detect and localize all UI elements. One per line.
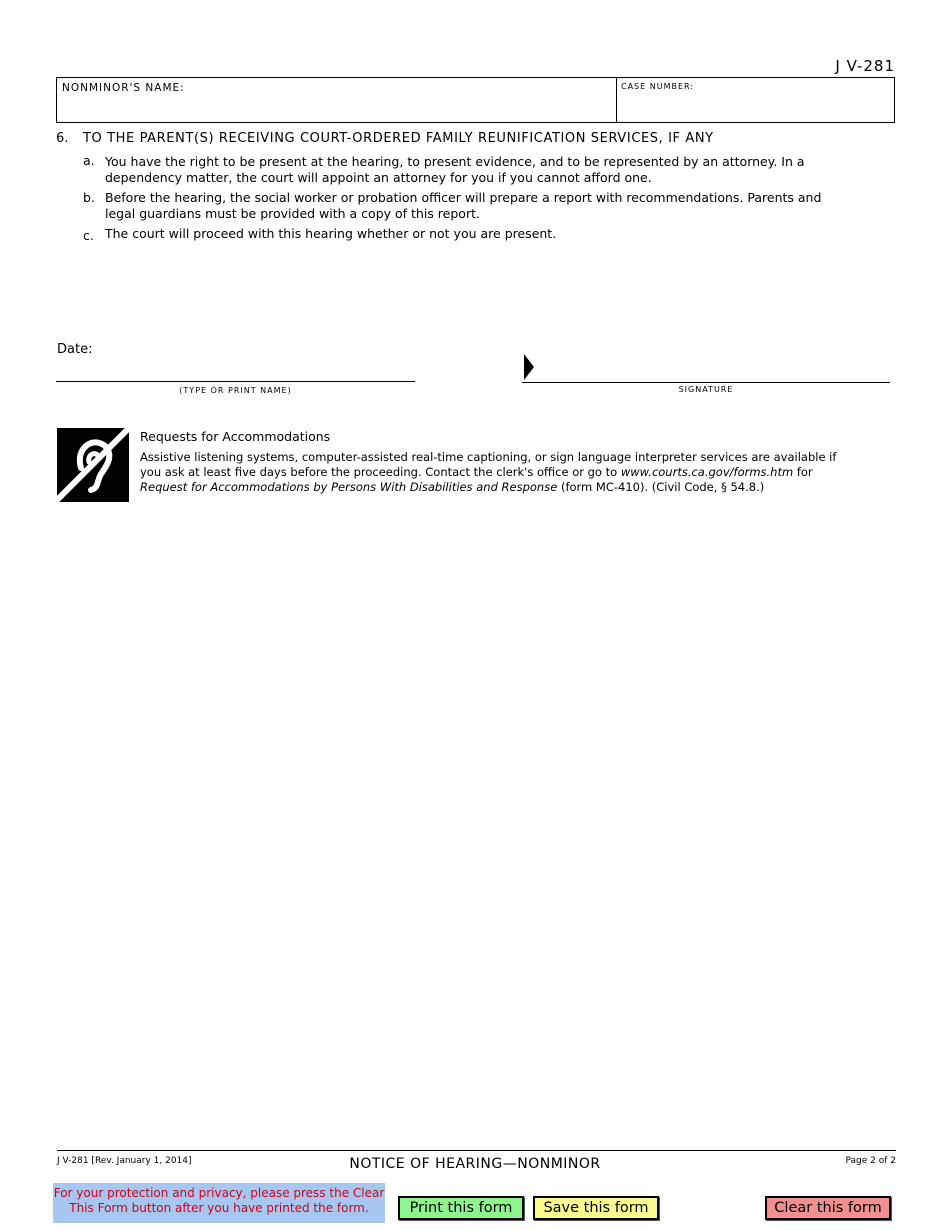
accommodations-form-title: Request for Accommodations by Persons With Disabilities and Response bbox=[140, 480, 558, 494]
nonminor-name-field[interactable] bbox=[62, 98, 611, 120]
item-b-letter: b. bbox=[83, 190, 95, 205]
print-form-button[interactable]: Print this form bbox=[398, 1196, 524, 1220]
signature-caption: SIGNATURE bbox=[678, 385, 734, 394]
item-a-text: You have the right to be present at the hearing, to present evidence, and to be represented by an attorney. In a dependency matter, the court will appoint an attorney for you if you cannot afford one. bbox=[105, 154, 805, 185]
privacy-note: For your protection and privacy, please press the Clear This Form button after you have printed the form. bbox=[53, 1183, 385, 1223]
printed-name-line bbox=[56, 381, 415, 382]
form-id: J V-281 bbox=[835, 57, 895, 75]
signature-line bbox=[522, 382, 890, 383]
hearing-assistance-icon bbox=[57, 428, 129, 502]
nonminor-name-label: NONMINOR'S NAME: bbox=[62, 82, 185, 94]
footer-title: NOTICE OF HEARING—NONMINOR bbox=[349, 1156, 601, 1172]
section-heading: TO THE PARENT(S) RECEIVING COURT-ORDERED FAMILY REUNIFICATION SERVICES, IF ANY bbox=[83, 131, 714, 146]
printed-name-field[interactable] bbox=[57, 361, 416, 381]
footer-page: Page 2 of 2 bbox=[845, 1156, 896, 1166]
case-number-field[interactable] bbox=[621, 96, 893, 120]
accommodations-url: www.courts.ca.gov/forms.htm bbox=[620, 465, 794, 479]
clear-form-button[interactable]: Clear this form bbox=[765, 1196, 891, 1220]
accommodations-text-1: Assistive listening systems, computer-assisted real-time captioning, or sign language interpreter services are available if you ask at least five days before the proceeding. Contact the clerk's office or go to bbox=[140, 450, 837, 479]
footer-revision: J V-281 [Rev. January 1, 2014] bbox=[57, 1156, 192, 1166]
header-box bbox=[56, 77, 895, 123]
item-c-letter: c. bbox=[83, 228, 94, 243]
printed-name-caption: (TYPE OR PRINT NAME) bbox=[179, 386, 292, 395]
accommodations-body bbox=[140, 450, 860, 495]
header-divider bbox=[616, 78, 617, 122]
accommodations-title: Requests for Accommodations bbox=[140, 429, 331, 444]
date-label: Date: bbox=[57, 342, 93, 357]
accommodations-text-3: (form MC-410). (Civil Code, § 54.8.) bbox=[557, 480, 765, 494]
save-form-button[interactable]: Save this form bbox=[533, 1196, 659, 1220]
section-number: 6. bbox=[56, 131, 69, 146]
footer-rule bbox=[57, 1150, 896, 1151]
accommodations-text-2: for bbox=[793, 465, 813, 479]
signature-arrow-icon bbox=[523, 353, 535, 381]
item-a-letter: a. bbox=[83, 153, 95, 168]
case-number-label: CASE NUMBER: bbox=[621, 82, 695, 91]
date-field[interactable] bbox=[96, 340, 300, 360]
item-b-text: Before the hearing, the social worker or probation officer will prepare a report with recommendations. Parents and legal guardians must be provided with a copy of this report. bbox=[105, 190, 822, 221]
item-c-text: The court will proceed with this hearing whether or not you are present. bbox=[105, 226, 557, 241]
